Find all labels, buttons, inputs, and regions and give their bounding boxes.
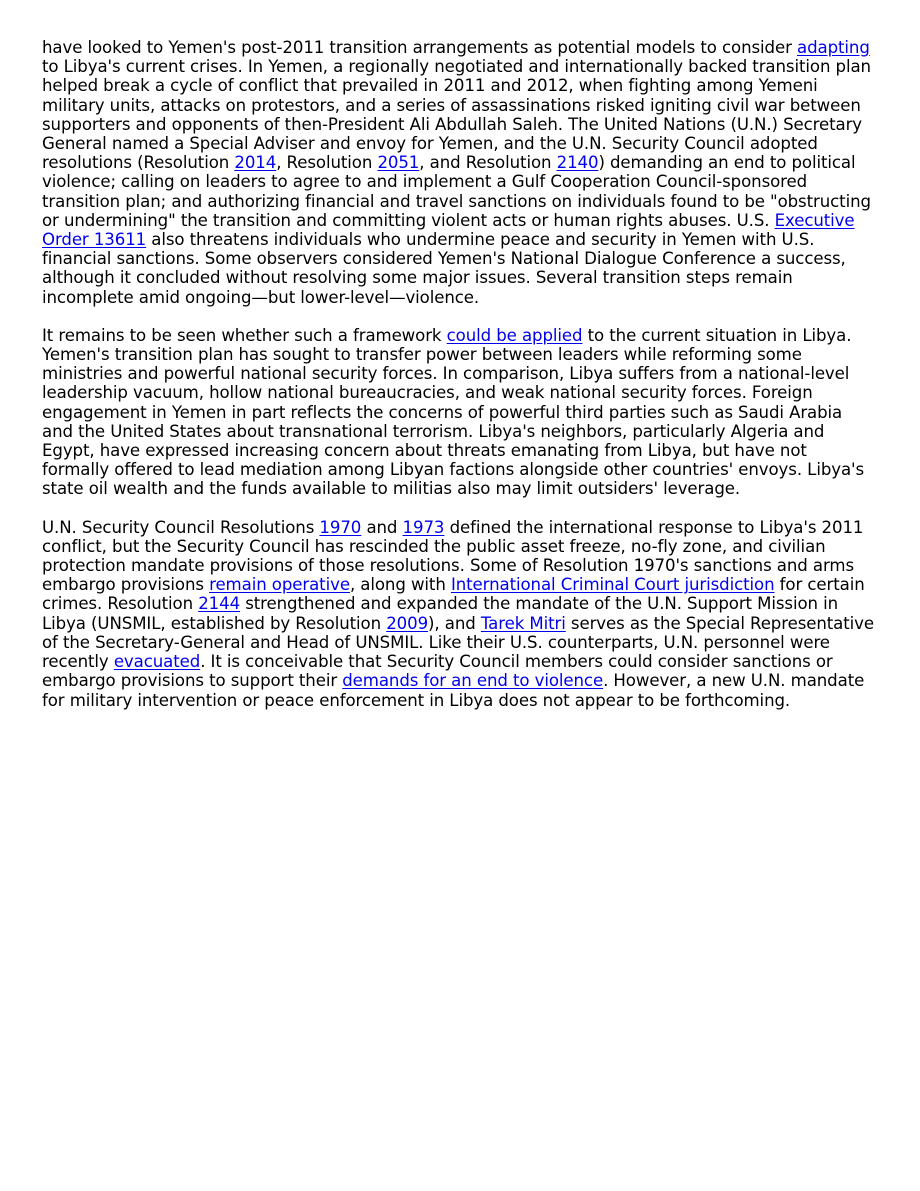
paragraph-framework-libya — [42, 326, 876, 499]
inline-link[interactable]: 2140 — [556, 153, 599, 173]
inline-link[interactable]: 2144 — [198, 594, 241, 614]
inline-link[interactable]: evacuated — [113, 652, 201, 672]
inline-link[interactable]: demands for an end to violence — [342, 671, 604, 691]
text-run: , Resolution — [276, 153, 378, 173]
inline-link[interactable]: could be applied — [446, 325, 583, 345]
inline-link[interactable]: 2014 — [234, 153, 277, 173]
text-run: to the current situation in Libya. Yemen's transition plan has sought to transfer power between leaders while reforming some ministries and powerful national security forces. In comparison, Libya suffers from a national-level leadership vacuum, hollow national bureaucracies, and weak national security forces. Foreign engagement in Yemen in part reflects the concerns of powerful third parties such as Saudi Arabia and the United States about transnational terrorism. Libya's neighbors, particularly Algeria and Egypt, have expressed increasing concern about threats emanating from Libya, but have not formally offered to lead mediation among Libyan factions alongside other countries' envoys. Libya's state oil wealth and the funds available to militias also may limit outsiders' leverage. — [42, 325, 865, 499]
paragraph-un-resolutions — [42, 518, 876, 710]
text-run: strengthened and expanded the mandate of the U.N. Support Mission in Libya (UNSMIL, established by Resolution — [42, 594, 839, 633]
inline-link[interactable]: adapting — [797, 38, 870, 57]
text-run: for certain crimes. Resolution — [42, 575, 865, 614]
text-run: serves as the Special Representative of the Secretary-General and Head of UNSMIL. Like their U.S. counterparts, U.N. personnel were recently — [42, 613, 874, 672]
text-run: , and Resolution — [419, 153, 557, 173]
text-run: ), and — [428, 613, 481, 633]
inline-link[interactable]: 1973 — [402, 517, 445, 537]
text-run: also threatens individuals who undermine peace and security in Yemen with U.S. financial sanctions. Some observers considered Yemen's National Dialogue Conference a success, although it concluded without resolving some major issues. Several transition steps remain incomplete amid ongoing—but lower-level—violence. — [42, 230, 846, 307]
text-run: have looked to Yemen's post-2011 transition arrangements as potential models to consider — [42, 38, 797, 57]
text-run: . However, a new U.N. mandate for military intervention or peace enforcement in Libya does not appear to be forthcoming. — [42, 671, 865, 710]
inline-link[interactable]: 2051 — [377, 153, 420, 173]
text-run: to Libya's current crises. In Yemen, a regionally negotiated and internationally backed transition plan helped break a cycle of conflict that prevailed in 2011 and 2012, when fighting among Yemeni military units, attacks on protestors, and a series of assassinations risked igniting civil war between supporters and opponents of then-President Ali Abdullah Saleh. The United Nations (U.N.) Secretary General named a Special Adviser and envoy for Yemen, and the U.N. Security Council adopted resolutions (Resolution — [42, 57, 871, 173]
text-run: U.N. Security Council Resolutions — [42, 517, 320, 537]
text-run: and — [361, 517, 403, 537]
paragraph-yemen-model — [42, 38, 876, 307]
inline-link[interactable]: 1970 — [319, 517, 362, 537]
inline-link[interactable]: International Criminal Court jurisdiction — [450, 575, 775, 595]
text-run: ) demanding an end to political violence; calling on leaders to agree to and implement a Gulf Cooperation Council-sponsored transition plan; and authorizing financial and travel sanctions on individuals found to be "obstructing or undermining" the transition and committing violent acts or human rights abuses. U.S. — [42, 153, 871, 230]
inline-link[interactable]: 2009 — [386, 613, 429, 633]
inline-link[interactable]: remain operative — [209, 575, 350, 595]
inline-link[interactable]: Tarek Mitri — [480, 613, 566, 633]
text-run: It remains to be seen whether such a framework — [42, 325, 447, 345]
text-run: , along with — [349, 575, 451, 595]
text-run: . It is conceivable that Security Council members could consider sanctions or embargo provisions to support their — [42, 652, 833, 691]
text-run: defined the international response to Libya's 2011 conflict, but the Security Council has rescinded the public asset freeze, no-fly zone, and civilian protection mandate provisions of those resolutions. Some of Resolution 1970's sanctions and arms embargo provisions — [42, 517, 864, 595]
inline-link[interactable]: Executive Order 13611 — [42, 210, 855, 250]
